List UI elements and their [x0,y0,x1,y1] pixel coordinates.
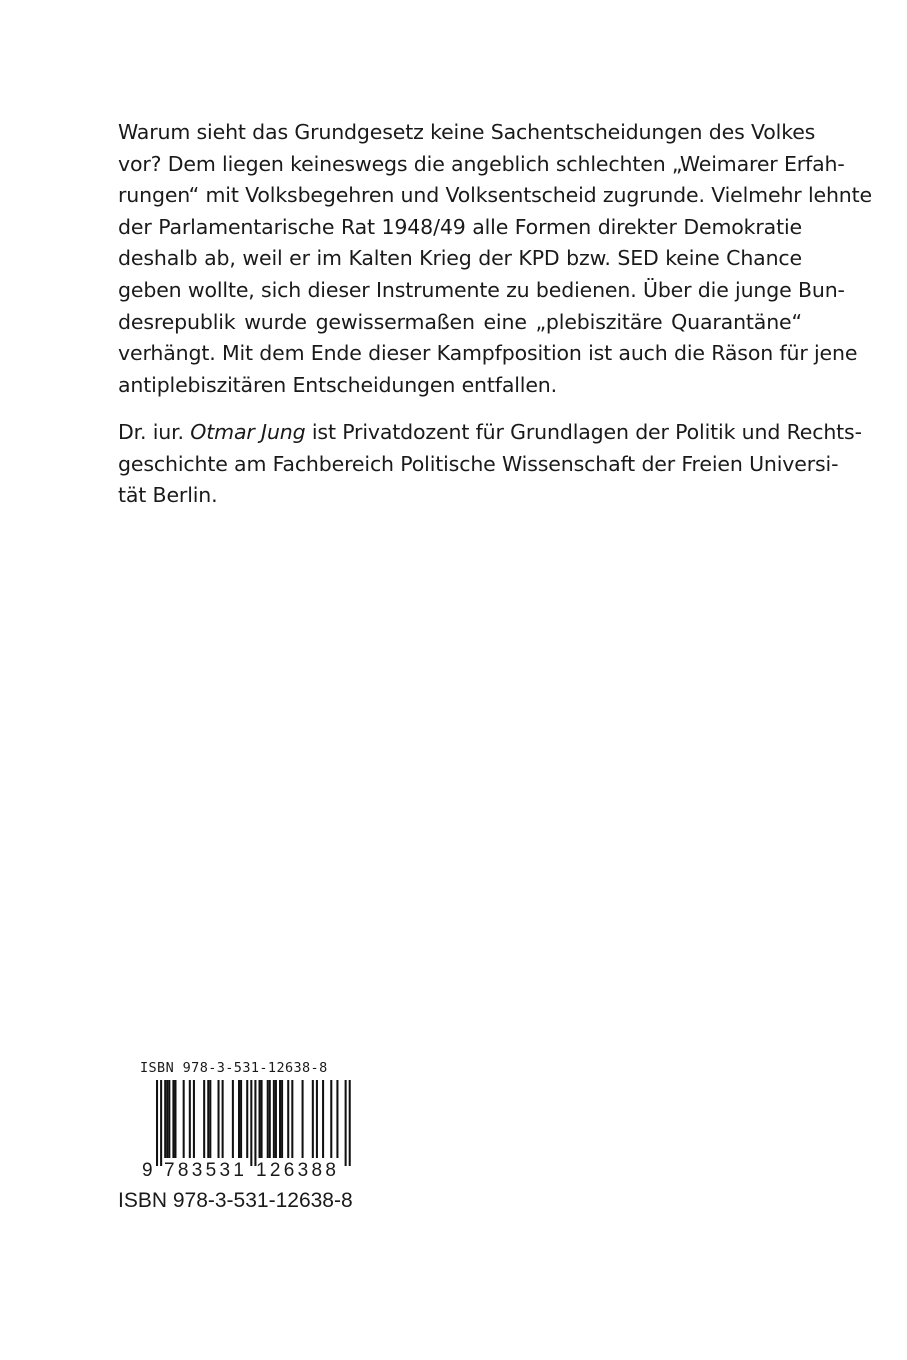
barcode-bar [275,1080,277,1158]
blurb-line: der Parlamentarische Rat 1948/49 alle Formen direkter Demokratie [118,214,802,239]
barcode-bar [279,1080,281,1158]
author-bio-text: ist Privatdozent für Grundlagen der Politik und Rechts- [311,420,862,444]
blurb-paragraph [118,117,872,401]
barcode-bar [203,1080,205,1158]
blurb-line: vor? Dem liegen keineswegs die angeblich schlechten „Weimarer Erfah- [118,151,845,176]
barcode-bar [291,1080,293,1158]
author-bio [118,417,862,512]
blurb-line: deshalb ab, weil er im Kalten Krieg der KPD bzw. SED keine Chance [118,246,802,271]
barcode-bar [273,1080,275,1158]
author-bio-line: geschichte am Fachbereich Politische Wissenschaft der Freien Universi- [118,451,839,476]
barcode-bar [240,1080,242,1158]
barcode-image [118,1078,358,1182]
barcode-bar [218,1080,220,1158]
barcode-bar [222,1080,224,1158]
author-title: Dr. iur. [118,420,184,444]
barcode-first-digit: 9 [142,1160,153,1181]
barcode-bar [267,1080,269,1158]
blurb-line: rungen“ mit Volksbegehren und Volksentscheid zugrunde. Vielmehr lehnte [118,183,872,208]
barcode-bar [156,1080,158,1166]
isbn-top-label: ISBN 978-3-531-12638-8 [140,1060,328,1076]
barcode-bar [302,1080,304,1158]
barcode-bar [330,1080,332,1158]
blurb-line: geben wollte, sich dieser Instrumente zu bedienen. Über die junge Bun- [118,277,845,302]
barcode-bar [345,1080,347,1166]
barcode-bar [189,1080,191,1158]
barcode-bar [316,1080,318,1158]
barcode-bar [193,1080,195,1158]
barcode-bar [281,1080,283,1158]
barcode-bar [160,1080,162,1166]
barcode-bars [156,1080,351,1166]
isbn-barcode-block [118,1060,378,1220]
author-bio-line: tät Berlin. [118,483,218,508]
barcode-bar [287,1080,289,1158]
barcode-bar [172,1080,174,1158]
barcode-bar [246,1080,248,1158]
barcode-bar [254,1080,256,1166]
author-bio-line [118,417,862,449]
blurb-line: antiplebiszitären Entscheidungen entfallen. [118,372,558,397]
barcode-bar [166,1080,168,1158]
barcode-left-digits: 783531 [164,1160,244,1181]
barcode-bar [183,1080,185,1158]
barcode-bar [174,1080,176,1158]
barcode-bar [336,1080,338,1158]
blurb-line: desrepublik wurde gewissermaßen eine „plebiszitäre Quarantäne“ [118,309,802,334]
author-name: Otmar Jung [190,420,306,444]
barcode-bar [168,1080,170,1158]
isbn-bottom-label: ISBN 978-3-531-12638-8 [118,1189,353,1212]
barcode-bar [322,1080,324,1158]
barcode-bar [261,1080,263,1158]
barcode-bar [250,1080,252,1166]
barcode-bar [238,1080,240,1158]
blurb-line: Warum sieht das Grundgesetz keine Sachentscheidungen des Volkes [118,120,816,144]
barcode-bar [164,1080,166,1158]
barcode-bar [269,1080,271,1158]
barcode-bar [349,1080,351,1166]
barcode-bar [232,1080,234,1158]
blurb-line: verhängt. Mit dem Ende dieser Kampfposition ist auch die Räson für jene [118,341,858,366]
barcode-bar [209,1080,211,1158]
barcode-bar [207,1080,209,1158]
barcode-right-digits: 126388 [256,1160,336,1181]
barcode-bar [259,1080,261,1158]
barcode-bar [312,1080,314,1158]
